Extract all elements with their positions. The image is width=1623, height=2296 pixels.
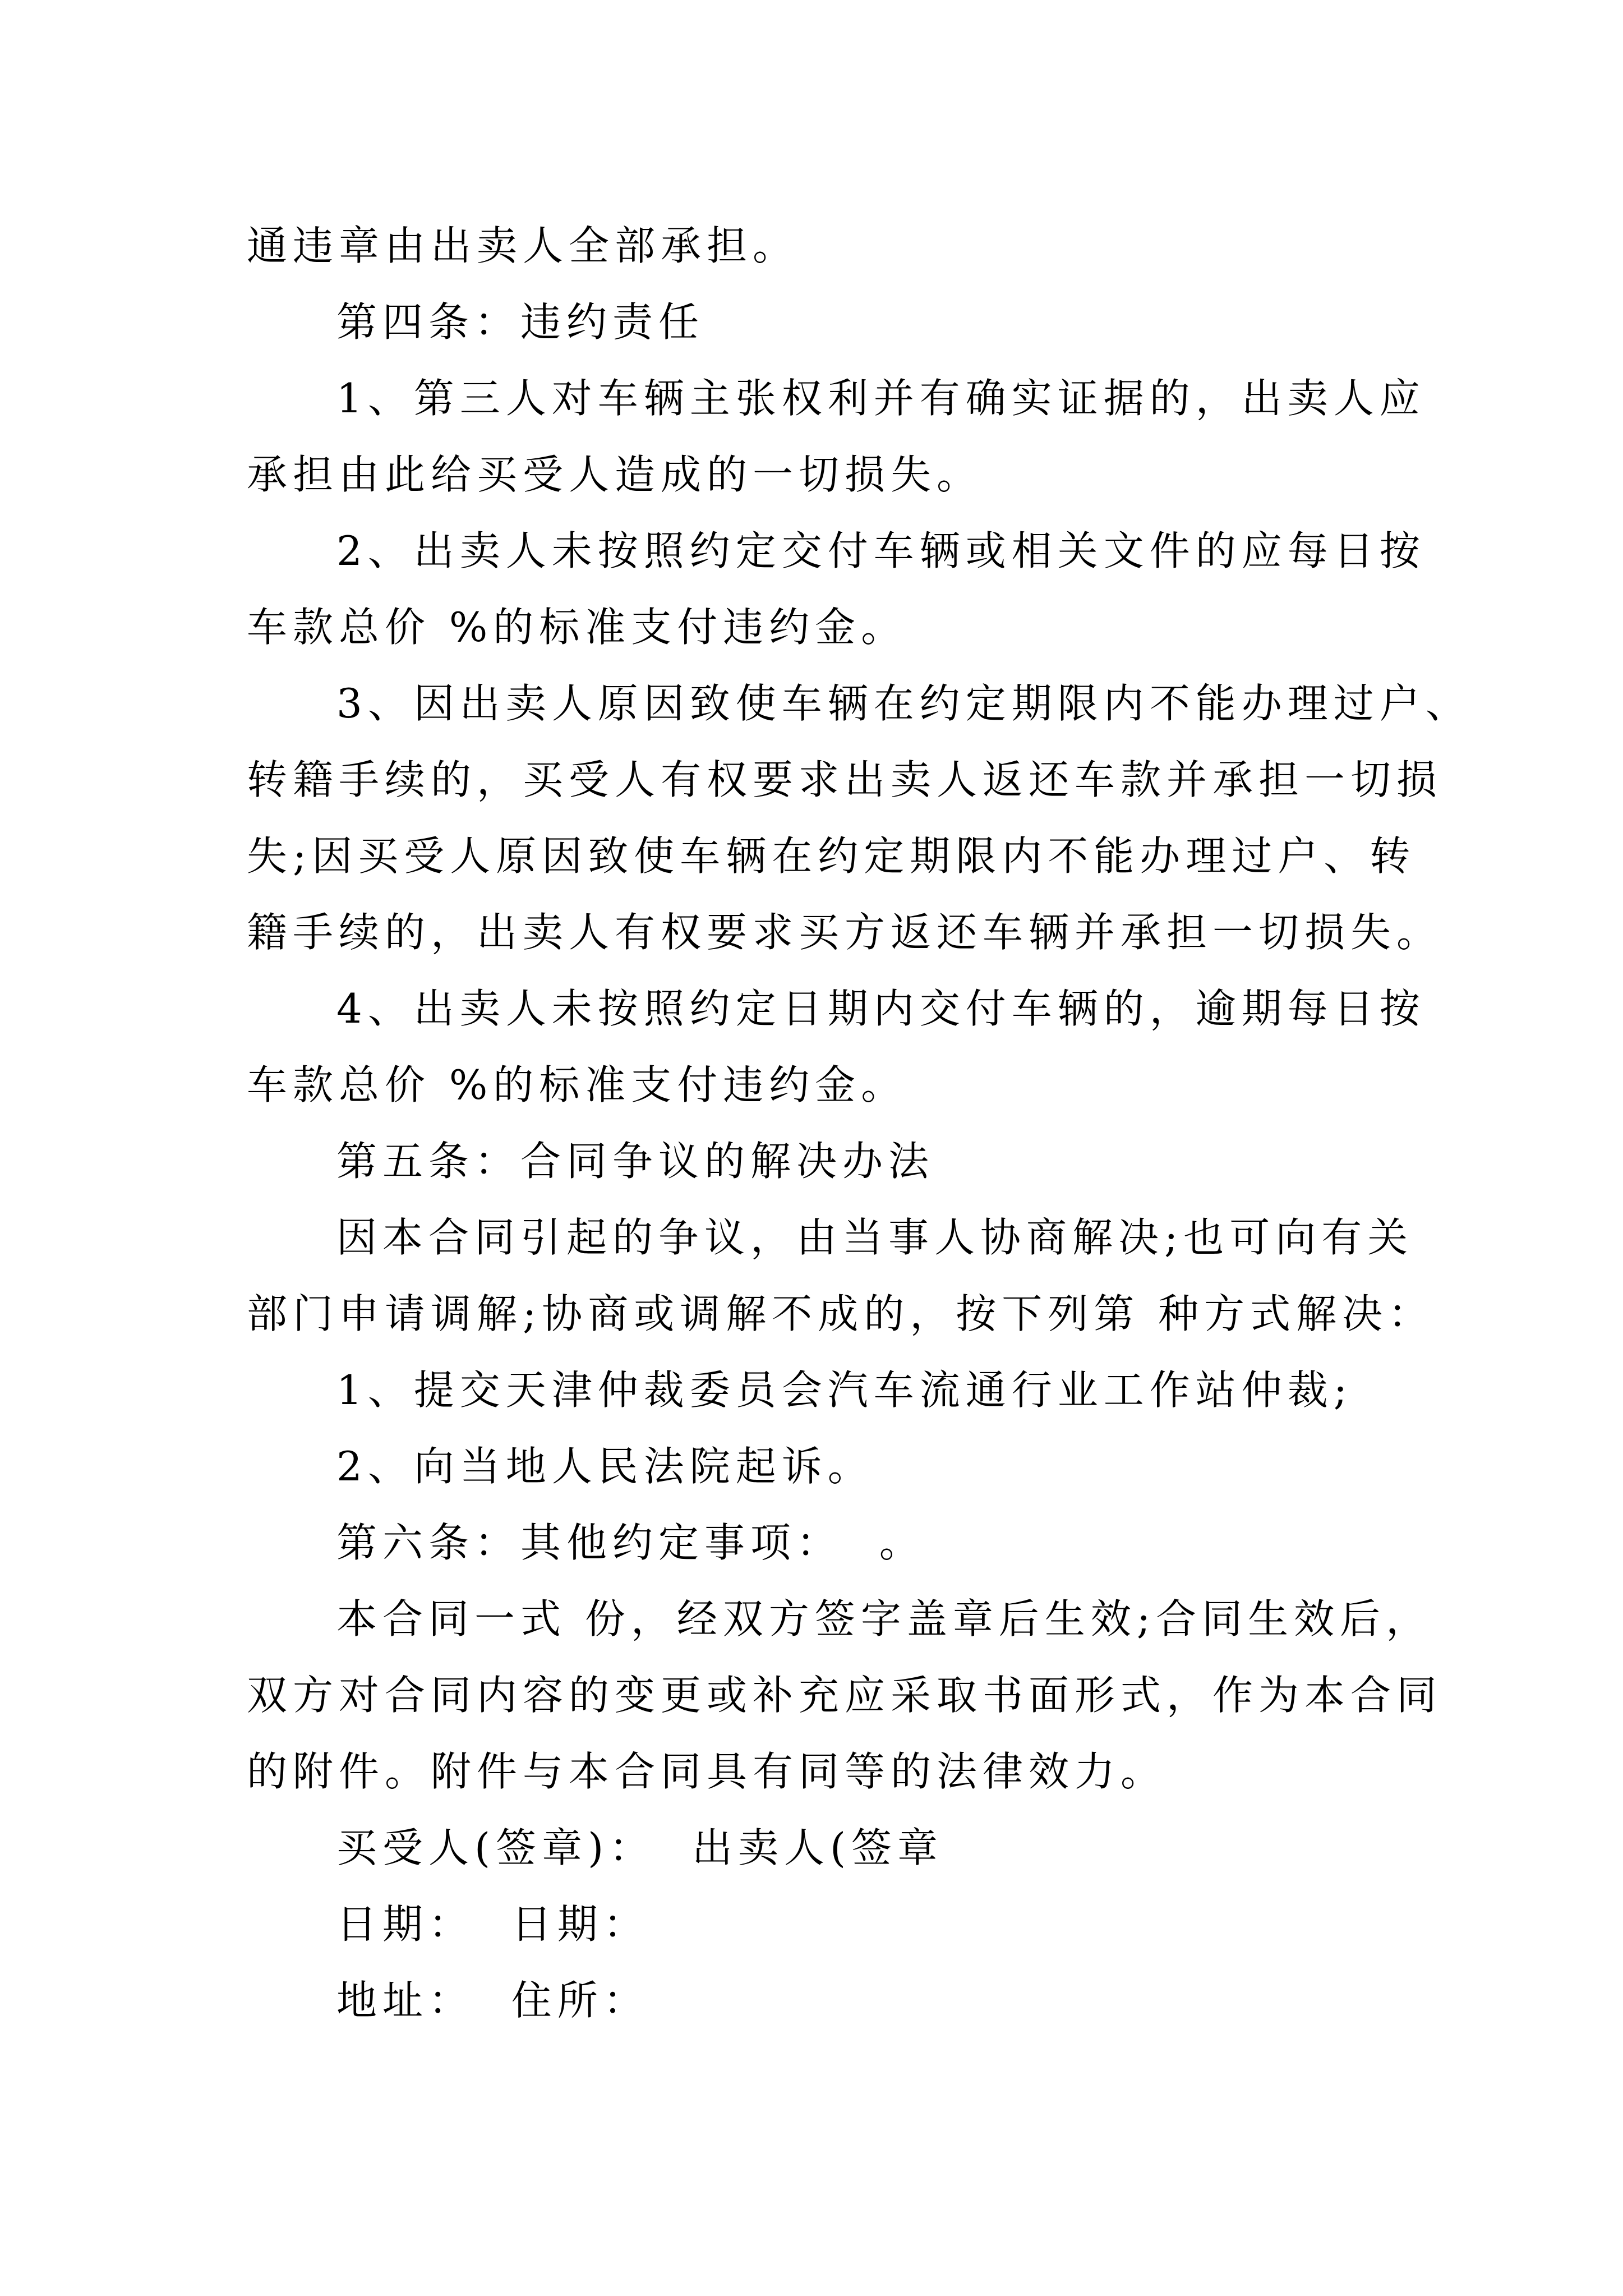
text-line: 地址： 住所： bbox=[336, 1977, 649, 2024]
text-line: 日期： 日期： bbox=[336, 1901, 649, 1948]
text-line: 失;因买受人原因致使车辆在约定期限内不能办理过户、转 bbox=[247, 832, 1416, 880]
text-line: 第四条：违约责任 bbox=[336, 298, 705, 346]
text-line: 2、向当地人民法院起诉。 bbox=[336, 1443, 874, 1490]
text-line: 车款总价 %的标准支付违约金。 bbox=[247, 604, 907, 651]
text-line: 3、因出卖人原因致使车辆在约定期限内不能办理过户、 bbox=[336, 680, 1472, 727]
text-line: 部门申请调解;协商或调解不成的，按下列第 种方式解决： bbox=[247, 1290, 1435, 1337]
text-line: 因本合同引起的争议，由当事人协商解决;也可向有关 bbox=[336, 1214, 1414, 1261]
text-line: 车款总价 %的标准支付违约金。 bbox=[247, 1061, 907, 1108]
text-line: 4、出卖人未按照约定日期内交付车辆的，逾期每日按 bbox=[336, 985, 1426, 1032]
text-line: 2、出卖人未按照约定交付车辆或相关文件的应每日按 bbox=[336, 527, 1426, 574]
text-line: 本合同一式 份，经双方签字盖章后生效;合同生效后， bbox=[336, 1595, 1432, 1642]
text-line: 第五条：合同争议的解决办法 bbox=[336, 1138, 935, 1185]
text-line: 1、提交天津仲裁委员会汽车流通行业工作站仲裁; bbox=[336, 1366, 1353, 1414]
text-line: 籍手续的，出卖人有权要求买方返还车辆并承担一切损失。 bbox=[247, 909, 1443, 956]
text-line: 买受人(签章)： 出卖人(签章 bbox=[336, 1824, 944, 1871]
text-line: 的附件。附件与本合同具有同等的法律效力。 bbox=[247, 1748, 1167, 1795]
text-line: 双方对合同内容的变更或补充应采取书面形式，作为本合同 bbox=[247, 1672, 1443, 1719]
text-line: 1、第三人对车辆主张权利并有确实证据的，出卖人应 bbox=[336, 375, 1426, 422]
text-line: 通违章由出卖人全部承担。 bbox=[247, 222, 799, 269]
text-line: 第六条：其他约定事项： 。 bbox=[336, 1519, 925, 1566]
text-line: 转籍手续的，买受人有权要求出卖人返还车款并承担一切损 bbox=[247, 756, 1443, 803]
text-line: 承担由此给买受人造成的一切损失。 bbox=[247, 451, 983, 498]
